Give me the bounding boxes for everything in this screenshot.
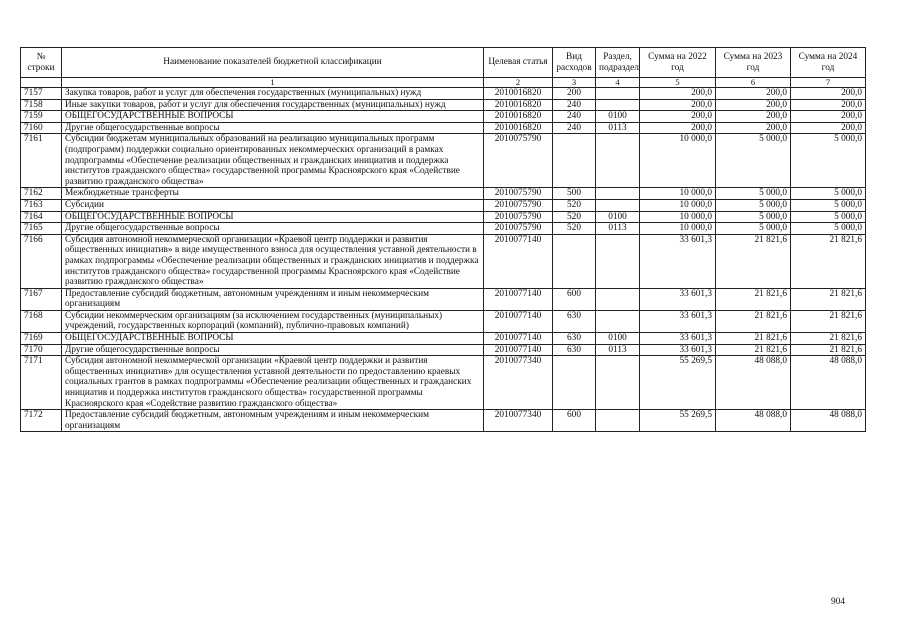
column-number: 5: [640, 78, 716, 88]
row-sum-2023: 5 000,0: [716, 199, 791, 211]
row-sum-2022: 10 000,0: [640, 223, 716, 235]
row-name: Межбюджетные трансферты: [62, 188, 484, 200]
page-number: 904: [831, 597, 845, 607]
table-row: [21, 234, 866, 288]
row-target: 2010016820: [484, 88, 553, 100]
row-name: Другие общегосударственные вопросы: [62, 344, 484, 356]
row-section: [596, 310, 640, 332]
row-name: Субсидии: [62, 199, 484, 211]
row-sum-2022: 10 000,0: [640, 211, 716, 223]
row-name: Субсидии некоммерческим организациям (за исключением государственных (муниципальных) учреждений, государственных корпораций (компаний), публично-правовых компаний): [62, 310, 484, 332]
row-sum-2023: 21 821,6: [716, 288, 791, 310]
header-row-no: № строки: [21, 48, 62, 78]
row-sum-2024: 200,0: [791, 88, 866, 100]
row-target: 2010075790: [484, 199, 553, 211]
row-sum-2024: 21 821,6: [791, 288, 866, 310]
row-expense-type: 630: [553, 344, 596, 356]
row-number: 7171: [21, 356, 62, 410]
row-sum-2022: 10 000,0: [640, 199, 716, 211]
table-row: [21, 288, 866, 310]
row-target: 2010077140: [484, 234, 553, 288]
row-number: 7162: [21, 188, 62, 200]
row-number: 7164: [21, 211, 62, 223]
row-sum-2023: 5 000,0: [716, 134, 791, 188]
row-sum-2022: 200,0: [640, 99, 716, 111]
row-expense-type: [553, 356, 596, 410]
row-sum-2022: 33 601,3: [640, 234, 716, 288]
table-row: [21, 223, 866, 235]
row-sum-2024: 5 000,0: [791, 223, 866, 235]
column-number: 7: [791, 78, 866, 88]
header-section: Раздел, подраздел: [596, 48, 640, 78]
row-target: 2010077340: [484, 410, 553, 432]
row-expense-type: 240: [553, 111, 596, 123]
column-number: 6: [716, 78, 791, 88]
row-section: [596, 188, 640, 200]
row-number: 7161: [21, 134, 62, 188]
row-name: Закупка товаров, работ и услуг для обеспечения государственных (муниципальных) нужд: [62, 88, 484, 100]
row-sum-2024: 48 088,0: [791, 410, 866, 432]
row-sum-2023: 5 000,0: [716, 223, 791, 235]
row-name: Предоставление субсидий бюджетным, автономным учреждениям и иным некоммерческим организациям: [62, 288, 484, 310]
row-section: [596, 410, 640, 432]
row-expense-type: 520: [553, 211, 596, 223]
table-row: [21, 134, 866, 188]
row-sum-2024: 5 000,0: [791, 134, 866, 188]
row-sum-2022: 10 000,0: [640, 188, 716, 200]
row-expense-type: [553, 234, 596, 288]
column-number: 2: [484, 78, 553, 88]
row-sum-2024: 200,0: [791, 122, 866, 134]
table-row: [21, 188, 866, 200]
row-section: [596, 234, 640, 288]
row-number: 7158: [21, 99, 62, 111]
row-name: Предоставление субсидий бюджетным, автономным учреждениям и иным некоммерческим организациям: [62, 410, 484, 432]
row-target: 2010077140: [484, 333, 553, 345]
row-target: 2010075790: [484, 211, 553, 223]
row-target: 2010077140: [484, 310, 553, 332]
row-number: 7168: [21, 310, 62, 332]
row-section: 0113: [596, 223, 640, 235]
row-sum-2024: 5 000,0: [791, 199, 866, 211]
row-section: 0100: [596, 111, 640, 123]
table-row: [21, 356, 866, 410]
row-sum-2024: 21 821,6: [791, 310, 866, 332]
row-sum-2022: 33 601,3: [640, 333, 716, 345]
row-name: ОБЩЕГОСУДАРСТВЕННЫЕ ВОПРОСЫ: [62, 333, 484, 345]
row-sum-2024: 200,0: [791, 111, 866, 123]
column-number-row: [21, 78, 866, 88]
row-number: 7169: [21, 333, 62, 345]
row-sum-2023: 21 821,6: [716, 333, 791, 345]
header-expense-type: Вид расходов: [553, 48, 596, 78]
row-expense-type: 630: [553, 333, 596, 345]
row-number: 7159: [21, 111, 62, 123]
table-row: [21, 122, 866, 134]
header-sum-2024: Сумма на 2024 год: [791, 48, 866, 78]
row-expense-type: 630: [553, 310, 596, 332]
header-sum-2022: Сумма на 2022 год: [640, 48, 716, 78]
row-name: Другие общегосударственные вопросы: [62, 122, 484, 134]
row-target: 2010016820: [484, 99, 553, 111]
row-sum-2022: 33 601,3: [640, 288, 716, 310]
table-header: [21, 48, 866, 88]
row-name: Иные закупки товаров, работ и услуг для обеспечения государственных (муниципальных) нужд: [62, 99, 484, 111]
column-number: 3: [553, 78, 596, 88]
row-expense-type: 520: [553, 223, 596, 235]
row-target: 2010075790: [484, 134, 553, 188]
row-section: [596, 134, 640, 188]
row-expense-type: [553, 134, 596, 188]
table-row: [21, 333, 866, 345]
row-sum-2023: 200,0: [716, 88, 791, 100]
table-row: [21, 344, 866, 356]
table-row: [21, 99, 866, 111]
row-section: [596, 99, 640, 111]
table-row: [21, 199, 866, 211]
row-expense-type: 500: [553, 188, 596, 200]
row-target: 2010016820: [484, 122, 553, 134]
row-section: 0100: [596, 333, 640, 345]
row-section: [596, 199, 640, 211]
row-sum-2024: 200,0: [791, 99, 866, 111]
row-sum-2024: 5 000,0: [791, 188, 866, 200]
row-sum-2022: 200,0: [640, 122, 716, 134]
row-section: 0113: [596, 122, 640, 134]
row-sum-2023: 200,0: [716, 122, 791, 134]
row-sum-2023: 21 821,6: [716, 310, 791, 332]
header-name: Наименование показателей бюджетной классификации: [62, 48, 484, 78]
row-name: Субсидия автономной некоммерческой организации «Краевой центр поддержки и развития общественных инициатив» в виде имущественного взноса для осуществления уставной деятельности в рамках подпрограммы «Обеспечение реализации общественных и гражданских инициатив и поддержка институтов гражданского общества» государственной программы Красноярского края «Содействие развитию гражданского общества»: [62, 234, 484, 288]
row-target: 2010077140: [484, 288, 553, 310]
row-expense-type: 600: [553, 288, 596, 310]
row-sum-2023: 48 088,0: [716, 356, 791, 410]
row-expense-type: 200: [553, 88, 596, 100]
row-sum-2022: 55 269,5: [640, 410, 716, 432]
row-sum-2023: 200,0: [716, 99, 791, 111]
row-target: 2010016820: [484, 111, 553, 123]
row-target: 2010077340: [484, 356, 553, 410]
row-sum-2022: 200,0: [640, 111, 716, 123]
row-sum-2024: 5 000,0: [791, 211, 866, 223]
header-sum-2023: Сумма на 2023 год: [716, 48, 791, 78]
row-expense-type: 600: [553, 410, 596, 432]
row-number: 7166: [21, 234, 62, 288]
row-name: ОБЩЕГОСУДАРСТВЕННЫЕ ВОПРОСЫ: [62, 211, 484, 223]
row-sum-2023: 200,0: [716, 111, 791, 123]
table-row: [21, 111, 866, 123]
header-target: Целевая статья: [484, 48, 553, 78]
column-number: 4: [596, 78, 640, 88]
row-sum-2022: 200,0: [640, 88, 716, 100]
row-section: [596, 356, 640, 410]
row-number: 7160: [21, 122, 62, 134]
table-row: [21, 310, 866, 332]
row-number: 7170: [21, 344, 62, 356]
row-number: 7167: [21, 288, 62, 310]
row-expense-type: 240: [553, 99, 596, 111]
row-number: 7165: [21, 223, 62, 235]
row-sum-2022: 55 269,5: [640, 356, 716, 410]
row-sum-2023: 21 821,6: [716, 234, 791, 288]
row-section: [596, 88, 640, 100]
row-sum-2022: 10 000,0: [640, 134, 716, 188]
row-name: Другие общегосударственные вопросы: [62, 223, 484, 235]
row-number: 7172: [21, 410, 62, 432]
row-target: 2010077140: [484, 344, 553, 356]
row-name: ОБЩЕГОСУДАРСТВЕННЫЕ ВОПРОСЫ: [62, 111, 484, 123]
row-expense-type: 520: [553, 199, 596, 211]
row-sum-2023: 5 000,0: [716, 188, 791, 200]
row-sum-2024: 21 821,6: [791, 344, 866, 356]
column-number: [21, 78, 62, 88]
budget-table: [20, 47, 866, 432]
row-sum-2024: 48 088,0: [791, 356, 866, 410]
row-target: 2010075790: [484, 223, 553, 235]
row-sum-2023: 5 000,0: [716, 211, 791, 223]
row-number: 7157: [21, 88, 62, 100]
row-sum-2024: 21 821,6: [791, 234, 866, 288]
row-name: Субсидия автономной некоммерческой организации «Краевой центр поддержки и развития общественных инициатив» для осуществления уставной деятельности по предоставлению краевых социальных грантов в рамках подпрограммы «Обеспечение реализации общественных и гражданских инициатив и поддержка институтов гражданского общества» государственной программы Красноярского края «Содействие развитию гражданского общества»: [62, 356, 484, 410]
row-sum-2022: 33 601,3: [640, 344, 716, 356]
column-number: 1: [62, 78, 484, 88]
row-expense-type: 240: [553, 122, 596, 134]
row-section: 0100: [596, 211, 640, 223]
row-sum-2024: 21 821,6: [791, 333, 866, 345]
table-row: [21, 88, 866, 100]
row-name: Субсидии бюджетам муниципальных образований на реализацию муниципальных программ (подпрограмм) поддержки социально ориентированных некоммерческих организаций в рамках подпрограммы «Обеспечение реализации общественных и гражданских инициатив и поддержка институтов гражданского общества» государственной программы Красноярского края «Содействие развитию гражданского общества»: [62, 134, 484, 188]
row-sum-2022: 33 601,3: [640, 310, 716, 332]
row-target: 2010075790: [484, 188, 553, 200]
row-section: [596, 288, 640, 310]
table-body: [21, 88, 866, 432]
table-row: [21, 211, 866, 223]
table-row: [21, 410, 866, 432]
row-number: 7163: [21, 199, 62, 211]
row-sum-2023: 48 088,0: [716, 410, 791, 432]
row-section: 0113: [596, 344, 640, 356]
row-sum-2023: 21 821,6: [716, 344, 791, 356]
